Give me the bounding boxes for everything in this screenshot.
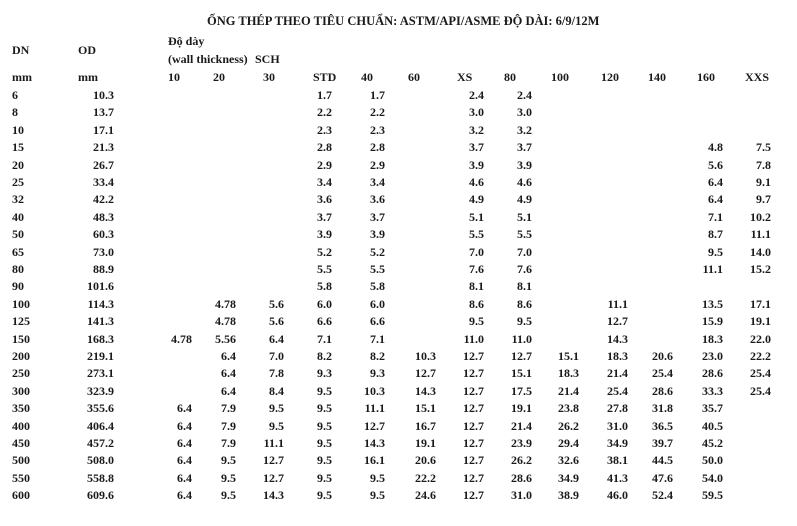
od-cell: 21.3 xyxy=(93,140,114,154)
sch-header-cell: 80 xyxy=(504,70,516,84)
thickness-cell: 35.7 xyxy=(702,401,723,415)
thickness-cell: 16.7 xyxy=(415,419,436,433)
thickness-cell: 27.8 xyxy=(607,401,628,415)
thickness-cell: 34.9 xyxy=(558,471,579,485)
thickness-cell: 3.2 xyxy=(469,123,484,137)
od-unit: mm xyxy=(78,70,98,84)
thickness-cell: 5.5 xyxy=(469,227,484,241)
thickness-cell: 12.7 xyxy=(463,453,484,467)
thickness-cell: 1.7 xyxy=(370,88,385,102)
dn-cell: 600 xyxy=(12,488,30,502)
od-cell: 273.1 xyxy=(87,366,114,380)
thickness-cell: 31.0 xyxy=(607,419,628,433)
thickness-cell: 12.7 xyxy=(364,419,385,433)
thickness-cell: 4.78 xyxy=(215,314,236,328)
dn-unit: mm xyxy=(12,70,32,84)
thickness-cell: 28.6 xyxy=(702,366,723,380)
thickness-cell: 9.5 xyxy=(221,488,236,502)
od-cell: 101.6 xyxy=(87,279,114,293)
thickness-cell: 54.0 xyxy=(702,471,723,485)
thickness-cell: 3.7 xyxy=(370,210,385,224)
od-cell: 26.7 xyxy=(93,158,114,172)
thickness-cell: 5.6 xyxy=(269,297,284,311)
thickness-cell: 4.78 xyxy=(215,297,236,311)
thickness-cell: 11.1 xyxy=(263,436,284,450)
thickness-cell: 3.4 xyxy=(317,175,332,189)
thickness-cell: 22.2 xyxy=(750,349,771,363)
dn-cell: 90 xyxy=(12,279,24,293)
thickness-cell: 23.8 xyxy=(558,401,579,415)
thickness-cell: 3.0 xyxy=(469,105,484,119)
dn-cell: 40 xyxy=(12,210,24,224)
thickness-cell: 9.3 xyxy=(317,366,332,380)
sch-header-cell: 60 xyxy=(408,70,420,84)
od-cell: 219.1 xyxy=(87,349,114,363)
sch-header-cell: 120 xyxy=(601,70,619,84)
thickness-cell: 12.7 xyxy=(463,384,484,398)
thickness-cell: 3.9 xyxy=(317,227,332,241)
thickness-cell: 38.1 xyxy=(607,453,628,467)
thickness-cell: 6.4 xyxy=(269,332,284,346)
sch-header-cell: XXS xyxy=(745,70,770,84)
thickness-cell: 44.5 xyxy=(652,453,673,467)
thickness-cell: 3.9 xyxy=(370,227,385,241)
thickness-cell: 7.6 xyxy=(517,262,532,276)
dn-cell: 8 xyxy=(12,105,18,119)
thickness-cell: 8.6 xyxy=(469,297,484,311)
thickness-cell: 5.8 xyxy=(317,279,332,293)
thickness-cell: 12.7 xyxy=(463,436,484,450)
thickness-cell: 8.2 xyxy=(317,349,332,363)
thickness-cell: 6.4 xyxy=(177,436,192,450)
thickness-cell: 6.4 xyxy=(177,401,192,415)
thickness-cell: 7.0 xyxy=(269,349,284,363)
thickness-cell: 2.2 xyxy=(317,105,332,119)
thickness-cell: 19.1 xyxy=(750,314,771,328)
thickness-cell: 26.2 xyxy=(558,419,579,433)
thickness-cell: 12.7 xyxy=(511,349,532,363)
thickness-cell: 5.6 xyxy=(708,158,723,172)
thickness-cell: 6.4 xyxy=(708,192,723,206)
thickness-cell: 26.2 xyxy=(511,453,532,467)
od-cell: 609.6 xyxy=(87,488,114,502)
thickness-cell: 9.7 xyxy=(756,192,771,206)
thickness-cell: 38.9 xyxy=(558,488,579,502)
od-cell: 323.9 xyxy=(87,384,114,398)
sch-header-cell: 100 xyxy=(551,70,569,84)
thickness-cell: 7.1 xyxy=(708,210,723,224)
dn-cell: 200 xyxy=(12,349,30,363)
sch-header-cell: STD xyxy=(313,70,337,84)
thickness-cell: 11.1 xyxy=(607,297,628,311)
thickness-cell: 8.7 xyxy=(708,227,723,241)
thickness-cell: 5.2 xyxy=(317,245,332,259)
thickness-cell: 5.5 xyxy=(317,262,332,276)
thickness-cell: 15.1 xyxy=(415,401,436,415)
dn-cell: 10 xyxy=(12,123,24,137)
thickness-cell: 21.4 xyxy=(558,384,579,398)
od-cell: 42.2 xyxy=(93,192,114,206)
thickness-cell: 4.8 xyxy=(708,140,723,154)
thickness-cell: 14.0 xyxy=(750,245,771,259)
thickness-cell: 23.9 xyxy=(511,436,532,450)
dn-cell: 32 xyxy=(12,192,24,206)
thickness-cell: 12.7 xyxy=(415,366,436,380)
thickness-cell: 7.9 xyxy=(221,401,236,415)
thickness-cell: 15.2 xyxy=(750,262,771,276)
thickness-cell: 39.7 xyxy=(652,436,673,450)
thickness-cell: 25.4 xyxy=(750,366,771,380)
thickness-cell: 18.3 xyxy=(702,332,723,346)
od-cell: 48.3 xyxy=(93,210,114,224)
thickness-cell: 9.5 xyxy=(317,419,332,433)
thickness-cell: 9.5 xyxy=(370,471,385,485)
thickness-cell: 4.78 xyxy=(171,332,192,346)
thickness-cell: 7.1 xyxy=(317,332,332,346)
thickness-cell: 31.0 xyxy=(511,488,532,502)
thickness-cell: 15.1 xyxy=(558,349,579,363)
thickness-cell: 6.0 xyxy=(317,297,332,311)
thickness-cell: 29.4 xyxy=(558,436,579,450)
thickness-cell: 7.1 xyxy=(370,332,385,346)
od-cell: 33.4 xyxy=(93,175,114,189)
thickness-cell: 52.4 xyxy=(652,488,673,502)
thickness-cell: 40.5 xyxy=(702,419,723,433)
thickness-cell: 2.3 xyxy=(370,123,385,137)
thickness-cell: 11.1 xyxy=(750,227,771,241)
sch-header-cell: 10 xyxy=(168,70,180,84)
thickness-cell: 3.7 xyxy=(517,140,532,154)
thickness-cell: 5.5 xyxy=(517,227,532,241)
thickness-cell: 9.5 xyxy=(221,453,236,467)
thickness-cell: 9.1 xyxy=(756,175,771,189)
thickness-cell: 3.7 xyxy=(469,140,484,154)
od-cell: 558.8 xyxy=(87,471,114,485)
thickness-cell: 4.9 xyxy=(517,192,532,206)
sch-header-cell: 140 xyxy=(648,70,666,84)
thickness-cell: 14.3 xyxy=(607,332,628,346)
dn-cell: 15 xyxy=(12,140,24,154)
thickness-cell: 14.3 xyxy=(364,436,385,450)
od-cell: 13.7 xyxy=(93,105,114,119)
wall-thickness-sublabel: (wall thickness) xyxy=(168,52,248,66)
dn-cell: 20 xyxy=(12,158,24,172)
thickness-cell: 12.7 xyxy=(607,314,628,328)
od-cell: 406.4 xyxy=(87,419,114,433)
thickness-cell: 41.3 xyxy=(607,471,628,485)
thickness-cell: 2.8 xyxy=(317,140,332,154)
thickness-cell: 5.56 xyxy=(215,332,236,346)
thickness-cell: 4.6 xyxy=(517,175,532,189)
thickness-cell: 16.1 xyxy=(364,453,385,467)
thickness-cell: 28.6 xyxy=(511,471,532,485)
thickness-cell: 5.1 xyxy=(517,210,532,224)
thickness-cell: 31.8 xyxy=(652,401,673,415)
od-cell: 508.0 xyxy=(87,453,114,467)
thickness-cell: 59.5 xyxy=(702,488,723,502)
dn-cell: 250 xyxy=(12,366,30,380)
dn-cell: 450 xyxy=(12,436,30,450)
dn-cell: 80 xyxy=(12,262,24,276)
thickness-cell: 25.4 xyxy=(750,384,771,398)
dn-cell: 500 xyxy=(12,453,30,467)
od-cell: 168.3 xyxy=(87,332,114,346)
thickness-cell: 18.3 xyxy=(558,366,579,380)
thickness-cell: 23.0 xyxy=(702,349,723,363)
thickness-cell: 7.0 xyxy=(469,245,484,259)
thickness-cell: 3.9 xyxy=(469,158,484,172)
thickness-cell: 2.3 xyxy=(317,123,332,137)
thickness-cell: 11.0 xyxy=(511,332,532,346)
thickness-cell: 7.5 xyxy=(756,140,771,154)
od-cell: 88.9 xyxy=(93,262,114,276)
page-title: ỐNG THÉP THEO TIÊU CHUẨN: ASTM/API/ASME ĐỘ DÀI: 6/9/12M xyxy=(207,14,600,28)
thickness-cell: 8.6 xyxy=(517,297,532,311)
dn-cell: 100 xyxy=(12,297,30,311)
thickness-cell: 7.9 xyxy=(221,436,236,450)
dn-cell: 25 xyxy=(12,175,24,189)
thickness-cell: 2.9 xyxy=(317,158,332,172)
thickness-cell: 17.1 xyxy=(750,297,771,311)
od-cell: 355.6 xyxy=(87,401,114,415)
sch-header-cell: 20 xyxy=(213,70,225,84)
thickness-cell: 3.4 xyxy=(370,175,385,189)
sch-header-cell: XS xyxy=(457,70,473,84)
thickness-cell: 12.7 xyxy=(463,488,484,502)
dn-cell: 400 xyxy=(12,419,30,433)
thickness-cell: 2.4 xyxy=(517,88,532,102)
thickness-cell: 3.6 xyxy=(370,192,385,206)
thickness-cell: 9.5 xyxy=(517,314,532,328)
thickness-cell: 12.7 xyxy=(463,401,484,415)
od-cell: 73.0 xyxy=(93,245,114,259)
thickness-cell: 22.0 xyxy=(750,332,771,346)
wall-thickness-label: Độ dày xyxy=(168,34,205,48)
dn-header: DN xyxy=(12,43,30,57)
thickness-cell: 8.1 xyxy=(469,279,484,293)
thickness-cell: 12.7 xyxy=(463,419,484,433)
thickness-cell: 14.3 xyxy=(263,488,284,502)
thickness-cell: 5.1 xyxy=(469,210,484,224)
thickness-cell: 9.5 xyxy=(469,314,484,328)
thickness-cell: 9.5 xyxy=(317,471,332,485)
dn-cell: 300 xyxy=(12,384,30,398)
thickness-cell: 11.1 xyxy=(364,401,385,415)
thickness-cell: 11.1 xyxy=(702,262,723,276)
thickness-cell: 12.7 xyxy=(463,366,484,380)
thickness-cell: 25.4 xyxy=(607,384,628,398)
thickness-cell: 10.3 xyxy=(415,349,436,363)
od-cell: 10.3 xyxy=(93,88,114,102)
thickness-cell: 9.5 xyxy=(317,488,332,502)
thickness-cell: 3.0 xyxy=(517,105,532,119)
thickness-cell: 6.4 xyxy=(177,471,192,485)
thickness-cell: 6.4 xyxy=(221,366,236,380)
thickness-cell: 12.7 xyxy=(263,453,284,467)
thickness-cell: 6.4 xyxy=(177,453,192,467)
thickness-cell: 9.5 xyxy=(269,401,284,415)
thickness-cell: 6.4 xyxy=(177,419,192,433)
sch-label: SCH xyxy=(255,52,280,66)
thickness-cell: 9.3 xyxy=(370,366,385,380)
thickness-cell: 9.5 xyxy=(221,471,236,485)
thickness-cell: 9.5 xyxy=(317,436,332,450)
thickness-cell: 46.0 xyxy=(607,488,628,502)
thickness-cell: 25.4 xyxy=(652,366,673,380)
thickness-cell: 10.2 xyxy=(750,210,771,224)
dn-cell: 350 xyxy=(12,401,30,415)
thickness-cell: 24.6 xyxy=(415,488,436,502)
thickness-cell: 19.1 xyxy=(415,436,436,450)
thickness-cell: 19.1 xyxy=(511,401,532,415)
thickness-cell: 3.7 xyxy=(317,210,332,224)
thickness-cell: 45.2 xyxy=(702,436,723,450)
thickness-cell: 6.4 xyxy=(221,349,236,363)
thickness-cell: 28.6 xyxy=(652,384,673,398)
sch-header-cell: 30 xyxy=(263,70,275,84)
thickness-cell: 9.5 xyxy=(370,488,385,502)
thickness-cell: 2.8 xyxy=(370,140,385,154)
thickness-cell: 20.6 xyxy=(415,453,436,467)
thickness-cell: 1.7 xyxy=(317,88,332,102)
thickness-cell: 9.5 xyxy=(317,384,332,398)
thickness-cell: 36.5 xyxy=(652,419,673,433)
thickness-cell: 12.7 xyxy=(463,349,484,363)
od-cell: 17.1 xyxy=(93,123,114,137)
thickness-cell: 7.9 xyxy=(221,419,236,433)
thickness-cell: 3.2 xyxy=(517,123,532,137)
od-cell: 60.3 xyxy=(93,227,114,241)
thickness-cell: 5.8 xyxy=(370,279,385,293)
od-cell: 457.2 xyxy=(87,436,114,450)
dn-cell: 50 xyxy=(12,227,24,241)
thickness-cell: 8.4 xyxy=(269,384,284,398)
thickness-cell: 20.6 xyxy=(652,349,673,363)
thickness-cell: 2.2 xyxy=(370,105,385,119)
sch-header-cell: 40 xyxy=(361,70,373,84)
thickness-cell: 8.1 xyxy=(517,279,532,293)
thickness-cell: 5.2 xyxy=(370,245,385,259)
thickness-cell: 6.4 xyxy=(708,175,723,189)
thickness-cell: 10.3 xyxy=(364,384,385,398)
thickness-cell: 34.9 xyxy=(607,436,628,450)
thickness-cell: 3.6 xyxy=(317,192,332,206)
thickness-cell: 7.8 xyxy=(756,158,771,172)
dn-cell: 6 xyxy=(12,88,18,102)
thickness-cell: 50.0 xyxy=(702,453,723,467)
thickness-cell: 9.5 xyxy=(708,245,723,259)
thickness-cell: 7.8 xyxy=(269,366,284,380)
thickness-cell: 8.2 xyxy=(370,349,385,363)
thickness-cell: 12.7 xyxy=(263,471,284,485)
thickness-cell: 3.9 xyxy=(517,158,532,172)
dn-cell: 125 xyxy=(12,314,30,328)
thickness-cell: 6.6 xyxy=(317,314,332,328)
thickness-cell: 32.6 xyxy=(558,453,579,467)
thickness-cell: 6.4 xyxy=(221,384,236,398)
dn-cell: 150 xyxy=(12,332,30,346)
thickness-cell: 7.6 xyxy=(469,262,484,276)
thickness-cell: 6.6 xyxy=(370,314,385,328)
thickness-cell: 13.5 xyxy=(702,297,723,311)
thickness-cell: 5.6 xyxy=(269,314,284,328)
thickness-cell: 18.3 xyxy=(607,349,628,363)
thickness-cell: 17.5 xyxy=(511,384,532,398)
thickness-cell: 6.0 xyxy=(370,297,385,311)
thickness-cell: 5.5 xyxy=(370,262,385,276)
thickness-cell: 7.0 xyxy=(517,245,532,259)
thickness-cell: 9.5 xyxy=(269,419,284,433)
od-header: OD xyxy=(78,43,96,57)
thickness-cell: 22.2 xyxy=(415,471,436,485)
thickness-cell: 14.3 xyxy=(415,384,436,398)
thickness-cell: 9.5 xyxy=(317,453,332,467)
thickness-cell: 2.4 xyxy=(469,88,484,102)
od-cell: 141.3 xyxy=(87,314,114,328)
thickness-cell: 47.6 xyxy=(652,471,673,485)
dn-cell: 550 xyxy=(12,471,30,485)
thickness-cell: 15.9 xyxy=(702,314,723,328)
thickness-cell: 4.9 xyxy=(469,192,484,206)
thickness-cell: 6.4 xyxy=(177,488,192,502)
thickness-cell: 21.4 xyxy=(607,366,628,380)
thickness-cell: 21.4 xyxy=(511,419,532,433)
thickness-cell: 33.3 xyxy=(702,384,723,398)
thickness-cell: 2.9 xyxy=(370,158,385,172)
sch-header-cell: 160 xyxy=(697,70,715,84)
od-cell: 114.3 xyxy=(87,297,114,311)
thickness-cell: 9.5 xyxy=(317,401,332,415)
thickness-cell: 12.7 xyxy=(463,471,484,485)
thickness-cell: 15.1 xyxy=(511,366,532,380)
dn-cell: 65 xyxy=(12,245,24,259)
thickness-cell: 4.6 xyxy=(469,175,484,189)
thickness-cell: 11.0 xyxy=(463,332,484,346)
